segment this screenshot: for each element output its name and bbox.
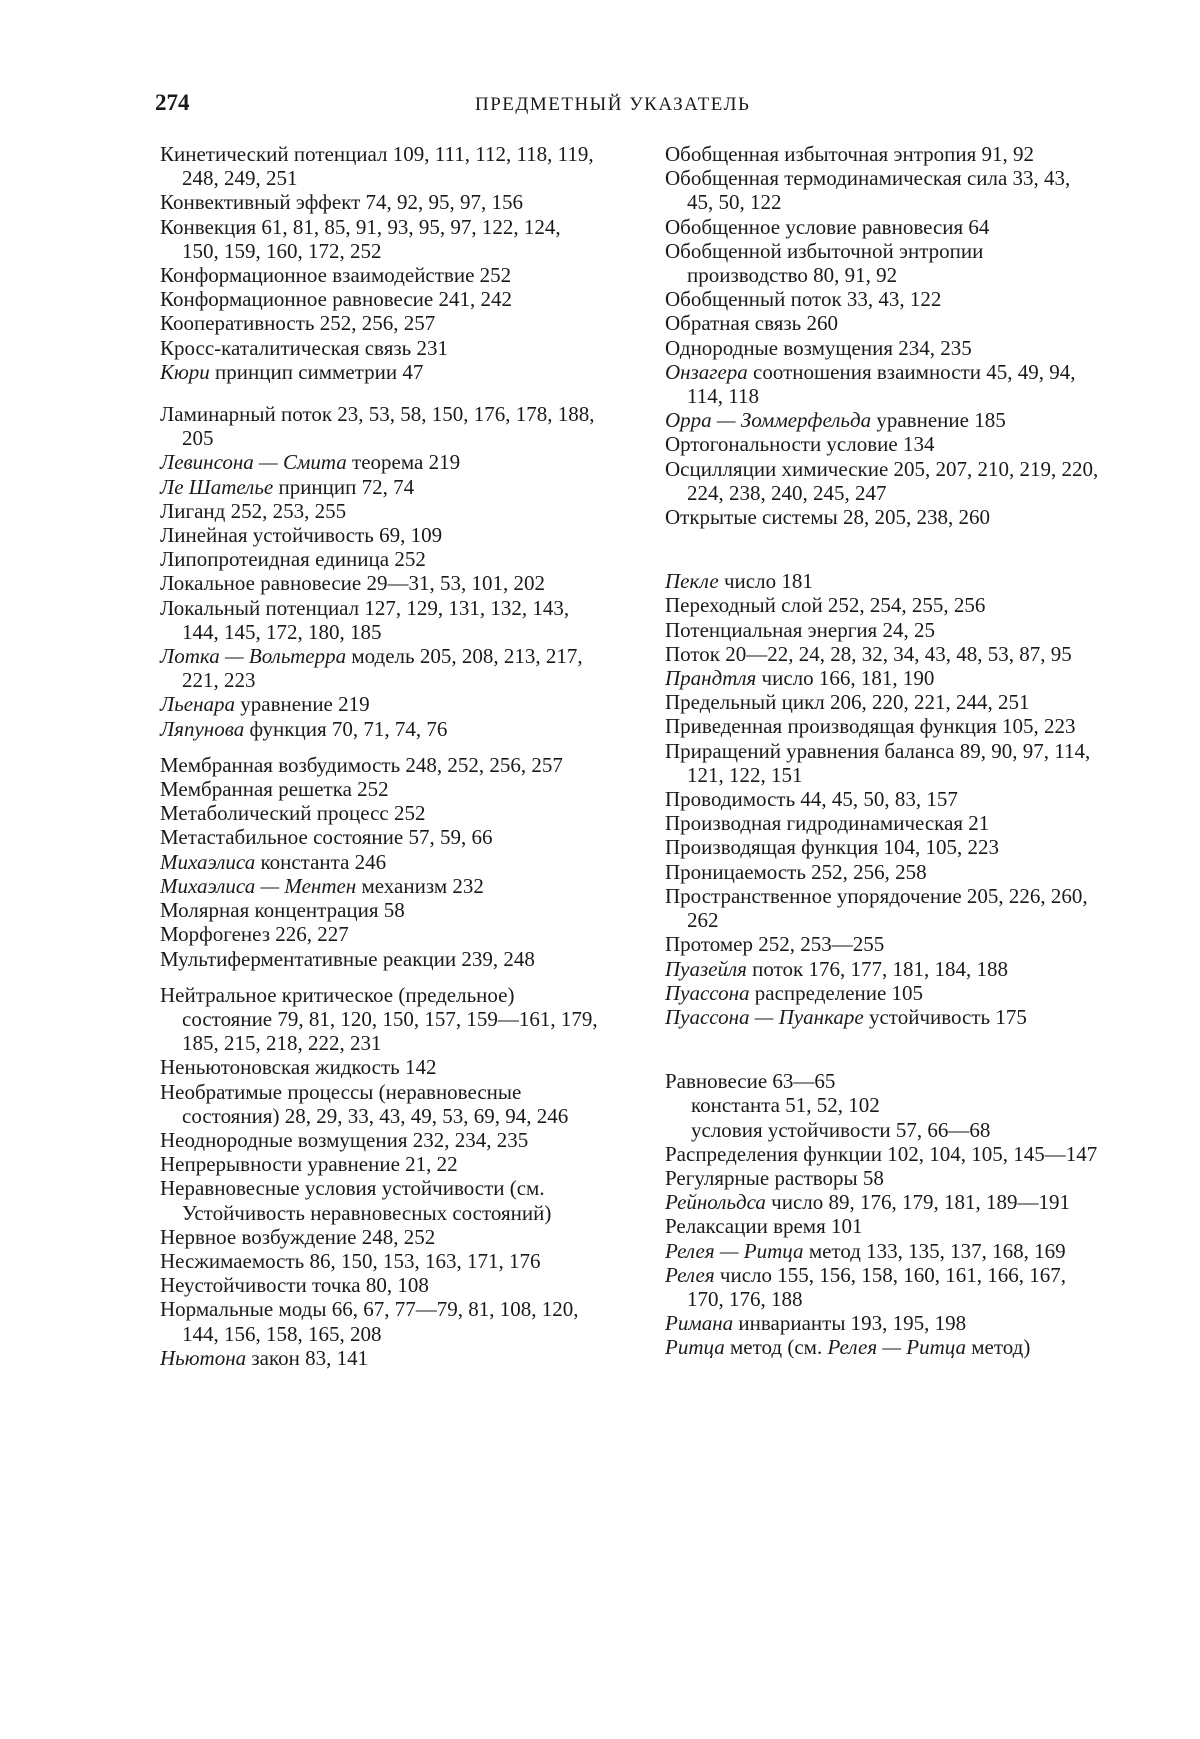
index-entry-text: Липопротеидная единица 252	[160, 547, 426, 572]
index-entry	[665, 166, 1100, 214]
index-entry-text: Конформационное взаимодействие 252	[160, 263, 512, 288]
index-entry-name: Михаэлиса	[160, 849, 256, 874]
index-entry	[160, 874, 600, 898]
index-entry-name: Релея — Ритца	[665, 1238, 804, 1263]
index-entry	[665, 1239, 1100, 1263]
index-entry-name: Релея	[665, 1262, 715, 1287]
index-entry-text: Обобщенная термодинамическая сила 33, 43, 45, 50, 122	[665, 166, 1071, 215]
index-entry	[160, 1152, 600, 1176]
index-entry	[160, 801, 600, 825]
index-entry-text: Ламинарный поток 23, 53, 58, 150, 176, 178, 188, 205	[160, 402, 595, 451]
index-entry-text: метод)	[966, 1335, 1031, 1360]
index-entry	[160, 983, 600, 1056]
index-entry-text: Осцилляции химические 205, 207, 210, 219, 220, 224, 238, 240, 245, 247	[665, 456, 1099, 505]
index-entry-name: Лотка — Вольтерра	[160, 644, 347, 669]
index-entry-name: Римана	[665, 1311, 734, 1336]
index-entry-text: Морфогенез 226, 227	[160, 922, 349, 947]
index-entry	[160, 1055, 600, 1079]
index-entry	[665, 593, 1100, 617]
index-entry-text: метод (см.	[724, 1335, 828, 1360]
index-entry	[665, 1214, 1100, 1238]
index-entry	[665, 1311, 1100, 1335]
index-entry-text: Кинетический потенциал 109, 111, 112, 118, 119, 248, 249, 251	[160, 142, 594, 191]
index-entry	[160, 753, 600, 777]
index-entry-name: Ляпунова	[160, 716, 245, 741]
index-entry	[160, 142, 600, 190]
index-entry-name: Онзагера	[665, 359, 748, 384]
index-entry	[665, 714, 1100, 738]
index-entry-name: Левинсона — Смита	[160, 450, 347, 475]
index-entry-name: Кюри	[160, 359, 210, 384]
index-entry-name: Михаэлиса — Ментен	[160, 873, 357, 898]
index-entry-text: Мембранная решетка 252	[160, 777, 389, 802]
index-entry-text: Метаболический процесс 252	[160, 801, 426, 826]
index-entry-text: принцип симметрии 47	[209, 359, 424, 384]
index-entry	[665, 981, 1100, 1005]
index-entry-text: число 155, 156, 158, 160, 161, 166, 167, 170, 176, 188	[687, 1262, 1066, 1311]
index-entry-text: Протомер 252, 253—255	[665, 932, 885, 957]
index-entry-text: механизм 232	[356, 873, 484, 898]
index-entry	[665, 1190, 1100, 1214]
index-entry	[665, 142, 1100, 166]
index-entry	[160, 1128, 600, 1152]
index-entry	[665, 336, 1100, 360]
index-entry-text: распределение 105	[749, 980, 924, 1005]
index-entry-text: соотношения взаимности 45, 49, 94, 114, 118	[687, 359, 1076, 409]
index-entry	[160, 402, 600, 450]
index-entry	[665, 239, 1100, 287]
index-entry-text: Неньютоновская жидкость 142	[160, 1055, 437, 1080]
index-entry-text: Несжимаемость 86, 150, 153, 163, 171, 176	[160, 1248, 541, 1273]
index-entry-name: Ритца	[665, 1335, 725, 1360]
running-title: ПРЕДМЕТНЫЙ УКАЗАТЕЛЬ	[475, 94, 751, 115]
index-entry	[160, 596, 600, 644]
index-entry-text: Локальное равновесие 29—31, 53, 101, 202	[160, 571, 545, 596]
index-entry	[665, 457, 1100, 505]
index-entry-text: Производная гидродинамическая 21	[665, 811, 990, 836]
index-entry	[160, 850, 600, 874]
index-entry-text: Ортогональности условие 134	[665, 432, 935, 457]
index-entry-text: Локальный потенциал 127, 129, 131, 132, 143, 144, 145, 172, 180, 185	[160, 595, 570, 644]
index-entry	[665, 311, 1100, 335]
index-entry	[665, 618, 1100, 642]
index-entry	[665, 860, 1100, 884]
index-entry-text: константа 51, 52, 102	[691, 1093, 880, 1118]
index-entry-text: Предельный цикл 206, 220, 221, 244, 251	[665, 690, 1030, 715]
index-entry-text: Открытые системы 28, 205, 238, 260	[665, 505, 991, 530]
index-entry	[665, 1166, 1100, 1190]
index-entry-text: константа 246	[255, 849, 387, 874]
index-entry	[160, 692, 600, 716]
index-entry-text: Поток 20—22, 24, 28, 32, 34, 43, 48, 53, 87, 95	[665, 641, 1072, 666]
index-entry	[665, 1005, 1100, 1029]
index-entry	[160, 1249, 600, 1273]
index-entry-text: Молярная концентрация 58	[160, 898, 405, 923]
index-entry-text: закон 83, 141	[246, 1345, 369, 1370]
index-entry-text: Мультиферментативные реакции 239, 248	[160, 946, 535, 971]
index-entry-text: Потенциальная энергия 24, 25	[665, 617, 935, 642]
index-entry-text: Необратимые процессы (неравновесные состояния) 28, 29, 33, 43, 49, 53, 69, 94, 246	[160, 1079, 569, 1128]
index-entry	[665, 360, 1100, 408]
index-entry-text: Приращений уравнения баланса 89, 90, 97, 114, 121, 122, 151	[665, 738, 1091, 787]
index-entry-text: Обобщенная избыточная энтропия 91, 92	[665, 142, 1035, 166]
index-entry	[665, 739, 1100, 787]
index-entry	[160, 547, 600, 571]
index-entry	[160, 1225, 600, 1249]
index-entry-text: Производящая функция 104, 105, 223	[665, 835, 1000, 860]
index-entry	[160, 717, 600, 741]
index-entry	[665, 1263, 1100, 1311]
index-entry-text: Нормальные моды 66, 67, 77—79, 81, 108, 120, 144, 156, 158, 165, 208	[160, 1297, 579, 1346]
index-entry	[665, 569, 1100, 593]
index-entry-text: Метастабильное состояние 57, 59, 66	[160, 825, 493, 850]
index-entry	[160, 571, 600, 595]
index-entry-text: Конвекция 61, 81, 85, 91, 93, 95, 97, 122, 124, 150, 159, 160, 172, 252	[160, 214, 561, 263]
index-entry-name: Пекле	[665, 569, 719, 594]
index-entry	[665, 215, 1100, 239]
index-entry	[160, 336, 600, 360]
index-entry	[665, 1093, 1100, 1117]
index-entry-text: Однородные возмущения 234, 235	[665, 335, 972, 360]
index-entry	[160, 475, 600, 499]
index-entry-text: устойчивость 175	[863, 1004, 1027, 1029]
index-entry-text: условия устойчивости 57, 66—68	[691, 1117, 991, 1142]
index-entry	[160, 644, 600, 692]
index-entry	[160, 215, 600, 263]
index-entry	[665, 787, 1100, 811]
index-entry	[160, 263, 600, 287]
index-entry-text: Обратная связь 260	[665, 311, 839, 336]
index-entry	[160, 287, 600, 311]
index-entry	[160, 1080, 600, 1128]
index-entry-text: Мембранная возбудимость 248, 252, 256, 257	[160, 752, 563, 777]
index-entry-text: Равновесие 63—65	[665, 1069, 836, 1094]
index-entry-text: Проницаемость 252, 256, 258	[665, 859, 927, 884]
index-entry	[665, 957, 1100, 981]
index-entry	[160, 523, 600, 547]
index-entry	[160, 825, 600, 849]
page-number: 274	[155, 90, 190, 115]
index-entry-text: число 166, 181, 190	[756, 666, 935, 691]
index-entry-text: число 181	[718, 569, 813, 594]
index-entry-text: Конвективный эффект 74, 92, 95, 97, 156	[160, 190, 524, 215]
index-entry	[160, 1273, 600, 1297]
index-entry-text: Неравновесные условия устойчивости (см. Устойчивость неравновесных состояний)	[160, 1176, 552, 1225]
index-entry	[160, 360, 600, 384]
index-entry	[665, 690, 1100, 714]
index-entry-text: Нервное возбуждение 248, 252	[160, 1224, 436, 1249]
index-entry-text: Нейтральное критическое (предельное) состояние 79, 81, 120, 150, 157, 159—161, 179, 185, 215, 218, 222, 231	[160, 982, 598, 1056]
index-entry-text: уравнение 219	[235, 692, 370, 717]
index-column-right	[665, 142, 1100, 1360]
index-entry-text: метод 133, 135, 137, 168, 169	[803, 1238, 1066, 1263]
index-entry-text: Проводимость 44, 45, 50, 83, 157	[665, 787, 958, 812]
index-entry-text: Неустойчивости точка 80, 108	[160, 1273, 429, 1298]
index-entry	[160, 1297, 600, 1345]
index-entry	[160, 311, 600, 335]
index-entry	[665, 642, 1100, 666]
index-entry-text: теорема 219	[346, 450, 461, 475]
index-entry-name: Ле Шателье	[160, 474, 274, 499]
index-entry-text: Неоднородные возмущения 232, 234, 235	[160, 1127, 529, 1152]
index-entry-text: Непрерывности уравнение 21, 22	[160, 1152, 458, 1177]
index-entry-text: Лиганд 252, 253, 255	[160, 498, 347, 523]
index-entry	[665, 1335, 1100, 1359]
index-entry-text: поток 176, 177, 181, 184, 188	[746, 956, 1008, 981]
index-entry	[665, 1069, 1100, 1093]
index-entry	[665, 884, 1100, 932]
index-entry-name: Орра — Зоммерфельда	[665, 408, 872, 433]
index-entry-text: Обобщенный поток 33, 43, 122	[665, 287, 942, 312]
index-entry-text: Обобщенной избыточной энтропии производство 80, 91, 92	[665, 238, 984, 288]
index-entry-text: Кросс-каталитическая связь 231	[160, 335, 448, 360]
index-entry	[160, 1346, 600, 1370]
index-entry	[665, 1142, 1100, 1166]
index-entry-text: принцип 72, 74	[273, 474, 415, 499]
index-entry-text: Распределения функции 102, 104, 105, 145—147	[665, 1141, 1098, 1166]
index-entry	[665, 287, 1100, 311]
index-entry	[160, 777, 600, 801]
index-entry-text: Обобщенное условие равновесия 64	[665, 214, 990, 239]
index-entry-text: число 89, 176, 179, 181, 189—191	[765, 1190, 1071, 1215]
index-entry	[160, 1176, 600, 1224]
index-entry-text: Релаксации время 101	[665, 1214, 863, 1239]
index-entry-name: Прандтля	[665, 666, 757, 691]
index-entry-text: функция 70, 71, 74, 76	[244, 716, 448, 741]
index-entry	[665, 811, 1100, 835]
index-entry-name: Пуазейля	[665, 956, 747, 981]
index-entry	[160, 499, 600, 523]
index-entry-text: модель 205, 208, 213, 217, 221, 223	[182, 644, 583, 693]
index-entry	[665, 666, 1100, 690]
index-entry-name: Рейнольдса	[665, 1190, 766, 1215]
index-entry-text: Конформационное равновесие 241, 242	[160, 287, 512, 312]
index-entry	[160, 947, 600, 971]
index-entry-text: Линейная устойчивость 69, 109	[160, 523, 443, 548]
index-entry-text: Кооперативность 252, 256, 257	[160, 311, 436, 336]
index-entry	[665, 1118, 1100, 1142]
index-entry	[665, 932, 1100, 956]
index-column-left	[160, 142, 600, 1370]
index-entry-text: инварианты 193, 195, 198	[733, 1311, 967, 1336]
index-entry	[160, 450, 600, 474]
index-entry	[665, 432, 1100, 456]
index-entry-text: Пространственное упорядочение 205, 226, 260, 262	[665, 883, 1088, 933]
index-entry-name: Пуассона — Пуанкаре	[665, 1004, 864, 1029]
index-entry	[665, 408, 1100, 432]
index-entry-name: Пуассона	[665, 980, 750, 1005]
index-entry-text: Регулярные растворы 58	[665, 1165, 884, 1190]
index-entry	[160, 898, 600, 922]
index-entry	[160, 922, 600, 946]
index-entry-name: Ньютона	[160, 1345, 247, 1370]
index-entry	[665, 505, 1100, 529]
index-entry-name: Льенара	[160, 692, 236, 717]
index-entry-text: уравнение 185	[871, 408, 1006, 433]
index-entry	[665, 835, 1100, 859]
index-entry	[160, 190, 600, 214]
index-entry-crossref: Релея — Ритца	[827, 1335, 967, 1360]
index-entry-text: Приведенная производящая функция 105, 223	[665, 714, 1076, 739]
index-entry-text: Переходный слой 252, 254, 255, 256	[665, 593, 986, 618]
page-header	[155, 90, 1095, 122]
